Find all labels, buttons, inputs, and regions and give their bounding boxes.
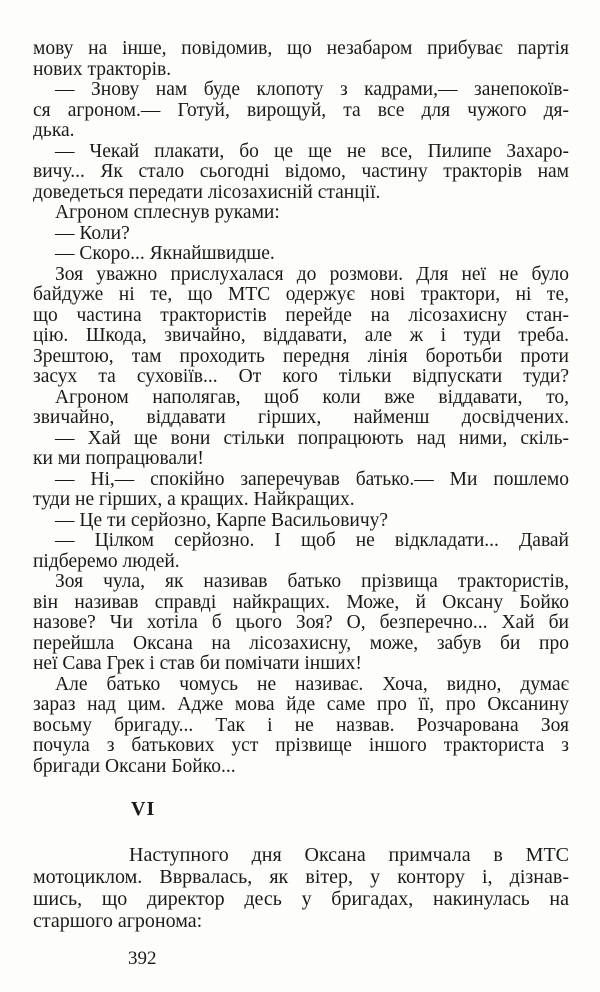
text-line: перейшла Оксана на лісозахисну, може, забув би про: [33, 633, 569, 654]
text-line: Агроном наполягав, щоб коли вже віддавати, то,: [55, 387, 569, 408]
text-line: Агроном сплеснув руками:: [55, 202, 280, 223]
text-line: ки ми попрацювали!: [33, 448, 204, 469]
text-line: засух та суховіїв... От кого тільки відпускати туди?: [33, 367, 569, 387]
text-line: мову на інше, повідомив, що незабаром прибуває партія: [33, 39, 569, 59]
text-line: — Скоро... Якнайшвидше.: [55, 243, 275, 264]
text-line: підберемо людей.: [33, 550, 180, 572]
chapter-heading: VI: [131, 798, 156, 820]
text-line: — Хай ще вони стільки попрацюють над ними, скіль-: [55, 428, 569, 449]
text-line: — Ні,— спокійно заперечував батько.— Ми пошлемо: [55, 469, 569, 490]
body-text: [33, 39, 569, 777]
text-line: мотоциклом. Вврвалась, як вітер, у контору і, дізнав-: [33, 866, 569, 888]
text-line: Але батько чомусь не називає. Хоча, видно, думає: [55, 674, 569, 695]
text-line: бригади Оксани Бойко...: [33, 755, 236, 777]
text-line: старшого агронома:: [33, 910, 203, 932]
text-line: Зоя чула, як називав батько прізвища трактористів,: [55, 572, 569, 592]
text-line: вичу... Як стало сьогодні відомо, частину тракторів нам: [33, 162, 569, 182]
text-line: — Це ти серйозно, Карпе Васильовичу?: [55, 509, 389, 531]
text-line: доведеться передати лісозахисній станції.: [33, 181, 381, 203]
text-line: байдуже ні те, що МТС одержує нові трактори, ні те,: [33, 285, 569, 305]
text-line: Зрештою, там проходить передня лінія боротьби проти: [33, 346, 569, 367]
text-line: неї Сава Грек і став би помічати інших!: [33, 653, 362, 674]
text-line: що частина трактористів перейде на лісозахисну стан-: [33, 305, 569, 326]
text-line: — Коли?: [55, 222, 130, 244]
chapter-text: [33, 844, 569, 932]
text-line: — Знову нам буде клопоту з кадрами,— занепокоїв-: [55, 80, 569, 100]
page-number: 392: [128, 948, 157, 969]
text-line: ся агроном.— Готуй, вирощуй, та все для чужого дя-: [33, 100, 569, 121]
text-line: шись, що директор десь у бригадах, накинулась на: [33, 888, 569, 910]
text-line: — Цілком серйозно. І щоб не відкладати... Давай: [55, 531, 569, 551]
text-line: цію. Шкода, звичайно, віддавати, але ж і туди треба.: [33, 326, 569, 346]
text-line: восьму бригаду... Так і не назвав. Розчарована Зоя: [33, 715, 569, 736]
text-line: він називав справді найкращих. Може, й Оксану Бойко: [33, 592, 569, 613]
text-line: дька.: [33, 120, 75, 141]
text-line: почула з батькових уст прізвище іншого тракториста з: [33, 736, 569, 756]
text-line: Наступного дня Оксана примчала в МТС: [129, 844, 569, 866]
text-line: — Чекай плакати, бо це ще не все, Пилипе Захаро-: [55, 141, 569, 162]
text-line: звичайно, віддавати гірших, найменш досвідчених.: [33, 408, 569, 428]
text-line: нових тракторів.: [33, 58, 172, 80]
text-line: назове? Чи хотіла б цього Зоя? О, безперечно... Хай би: [33, 613, 569, 633]
text-line: Зоя уважно прислухалася до розмови. Для неї не було: [55, 264, 569, 285]
text-line: зараз над цим. Адже мова йде саме про її, про Оксанину: [33, 695, 569, 715]
text-line: туди не гірших, а кращих. Найкращих.: [33, 489, 355, 510]
